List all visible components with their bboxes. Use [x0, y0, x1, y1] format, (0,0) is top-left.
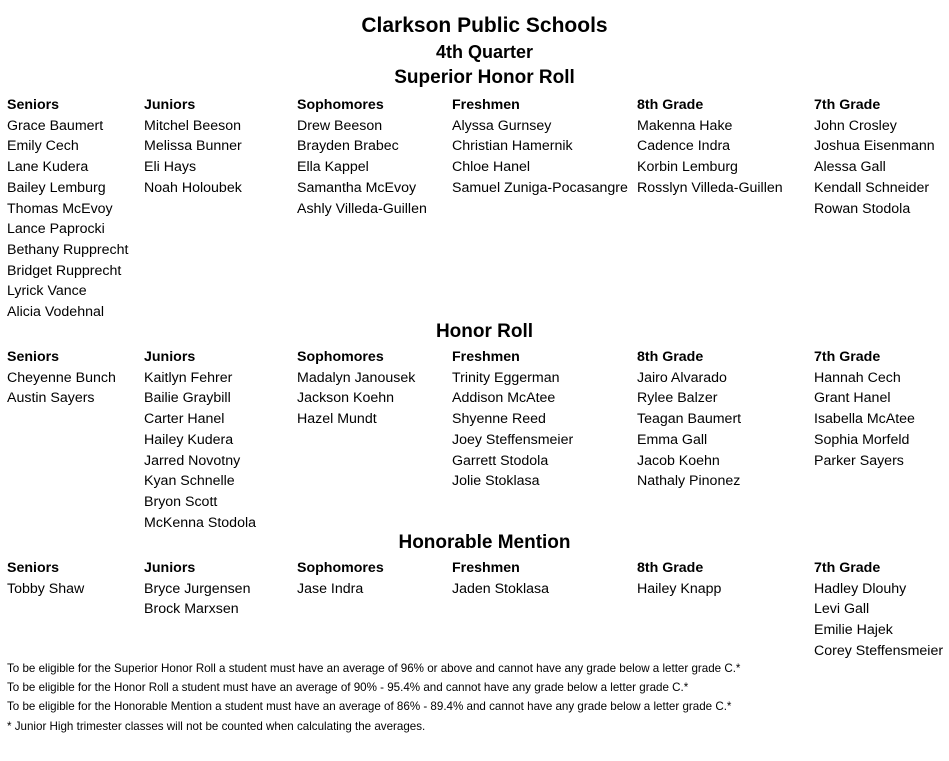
column-heading: Sophomores [297, 349, 384, 365]
student-name: Tobby Shaw [7, 580, 85, 597]
student-name: Jaden Stoklasa [452, 580, 550, 597]
student-name: Kendall Schneider [814, 179, 930, 196]
student-name: Lyrick Vance [7, 283, 87, 300]
student-name: Alyssa Gurnsey [452, 117, 552, 134]
student-name: Bailey Lemburg [7, 179, 106, 196]
student-name: Emilie Hajek [814, 622, 893, 639]
student-name: Bethany Rupprecht [7, 241, 129, 258]
student-name: Kyan Schnelle [144, 473, 235, 490]
student-name: Emily Cech [7, 138, 79, 155]
student-name: Noah Holoubek [144, 179, 242, 196]
column-heading: Freshmen [452, 349, 520, 365]
student-name: Jairo Alvarado [637, 369, 727, 386]
student-name: Hannah Cech [814, 369, 901, 386]
student-name: Levi Gall [814, 601, 870, 618]
student-name: Parker Sayers [814, 452, 904, 469]
superior-honor-roll-7th-grade-column [814, 95, 935, 219]
student-name: Jase Indra [297, 580, 364, 597]
honor-roll-sophomores-column [297, 347, 415, 430]
student-name: Christian Hamernik [452, 138, 573, 155]
column-heading: Freshmen [452, 97, 520, 113]
student-name: Joshua Eisenmann [814, 138, 935, 155]
column-heading: 8th Grade [637, 349, 704, 365]
student-name: Jackson Koehn [297, 390, 395, 407]
student-name: Carter Hanel [144, 411, 225, 428]
honor-roll-7th-grade-column [814, 347, 915, 471]
column-heading: 7th Grade [814, 97, 881, 113]
student-name: Thomas McEvoy [7, 200, 113, 217]
honorable-mention-juniors-column [144, 558, 250, 620]
note-junior-high: * Junior High trimester classes will not be counted when calculating the averages. [7, 719, 426, 733]
student-name: McKenna Stodola [144, 514, 256, 531]
column-heading: 8th Grade [637, 560, 704, 576]
school-name: Clarkson Public Schools [361, 14, 608, 37]
student-name: Hadley Dlouhy [814, 580, 907, 597]
student-name: Cadence Indra [637, 138, 731, 155]
column-heading: 7th Grade [814, 560, 881, 576]
student-name: Trinity Eggerman [452, 369, 560, 386]
student-name: Eli Hays [144, 159, 197, 176]
student-name: Cheyenne Bunch [7, 369, 116, 386]
student-name: Jarred Novotny [144, 452, 241, 469]
student-name: Bailie Graybill [144, 390, 231, 407]
student-name: Bryce Jurgensen [144, 580, 251, 597]
honorable-mention-7th-grade-column [814, 558, 943, 662]
honor-roll-freshmen-column [452, 347, 573, 492]
student-name: Melissa Bunner [144, 138, 242, 155]
student-name: Rowan Stodola [814, 200, 911, 217]
honorable-mention-freshmen-column [452, 558, 549, 599]
honorable-mention-title: Honorable Mention [398, 532, 571, 553]
student-name: Ella Kappel [297, 159, 369, 176]
student-name: Mitchel Beeson [144, 117, 241, 134]
student-name: Makenna Hake [637, 117, 733, 134]
student-name: Bridget Rupprecht [7, 262, 122, 279]
honor-roll-seniors-column [7, 347, 116, 409]
student-name: Ashly Villeda-Guillen [297, 200, 427, 217]
honor-roll-title: Honor Roll [435, 321, 534, 342]
honorable-mention-8th-grade-column [637, 558, 721, 599]
note-honorable: To be eligible for the Honorable Mention a student must have an average of 86% - 89.4% and cannot have any grade below a letter grade C.* [7, 700, 732, 714]
student-name: Grace Baumert [7, 117, 104, 134]
superior-honor-roll-juniors-column [144, 95, 242, 199]
student-name: Lance Paprocki [7, 221, 105, 238]
honorable-mention-sophomores-column [297, 558, 384, 599]
column-heading: Freshmen [452, 560, 520, 576]
student-name: Jacob Koehn [637, 452, 720, 469]
honor-roll-juniors-column [144, 347, 256, 533]
column-heading: Juniors [144, 97, 196, 113]
student-name: Samantha McEvoy [297, 179, 417, 196]
student-name: Emma Gall [637, 431, 708, 448]
superior-honor-roll-freshmen-column [452, 95, 628, 199]
student-name: Alessa Gall [814, 159, 886, 176]
student-name: Brayden Brabec [297, 138, 399, 155]
student-name: Rosslyn Villeda-Guillen [637, 179, 783, 196]
student-name: Alicia Vodehnal [7, 304, 105, 321]
student-name: Chloe Hanel [452, 159, 531, 176]
quarter-label: 4th Quarter [435, 42, 534, 62]
student-name: Isabella McAtee [814, 411, 915, 428]
student-name: Teagan Baumert [637, 411, 742, 428]
note-honor: To be eligible for the Honor Roll a student must have an average of 90% - 95.4% and cannot have any grade below a letter grade C.* [7, 681, 689, 695]
student-name: Hailey Knapp [637, 580, 722, 597]
student-name: Garrett Stodola [452, 452, 549, 469]
column-heading: Seniors [7, 349, 60, 365]
student-name: Grant Hanel [814, 390, 891, 407]
honorable-mention-seniors-column [7, 558, 84, 599]
student-name: Rylee Balzer [637, 390, 718, 407]
student-name: Lane Kudera [7, 159, 89, 176]
superior-honor-roll-title: Superior Honor Roll [394, 67, 575, 88]
student-name: Hazel Mundt [297, 411, 377, 428]
student-name: Nathaly Pinonez [637, 473, 741, 490]
student-name: Corey Steffensmeier [814, 642, 944, 659]
student-name: Bryon Scott [144, 493, 218, 510]
student-name: Joey Steffensmeier [452, 431, 574, 448]
superior-honor-roll-8th-grade-column [637, 95, 783, 199]
student-name: Drew Beeson [297, 117, 383, 134]
column-heading: Seniors [7, 560, 60, 576]
student-name: Brock Marxsen [144, 601, 239, 618]
student-name: Shyenne Reed [452, 411, 546, 428]
student-name: Jolie Stoklasa [452, 473, 540, 490]
student-name: Kaitlyn Fehrer [144, 369, 233, 386]
note-superior: To be eligible for the Superior Honor Roll a student must have an average of 96% or above and cannot have any grade below a letter grade C.* [7, 662, 741, 675]
superior-honor-roll-sophomores-column [297, 95, 427, 219]
student-name: Samuel Zuniga-Pocasangre [452, 179, 628, 196]
student-name: Korbin Lemburg [637, 159, 738, 176]
student-name: Sophia Morfeld [814, 431, 910, 448]
student-name: John Crosley [814, 117, 897, 134]
column-heading: Sophomores [297, 97, 384, 113]
column-heading: Juniors [144, 560, 196, 576]
column-heading: Sophomores [297, 560, 384, 576]
column-heading: 7th Grade [814, 349, 881, 365]
student-name: Madalyn Janousek [297, 369, 416, 386]
column-heading: 8th Grade [637, 97, 704, 113]
eligibility-notes [7, 659, 740, 736]
column-heading: Juniors [144, 349, 196, 365]
student-name: Hailey Kudera [144, 431, 234, 448]
honor-roll-8th-grade-column [637, 347, 741, 492]
student-name: Austin Sayers [7, 390, 95, 407]
student-name: Addison McAtee [452, 390, 556, 407]
superior-honor-roll-seniors-column [7, 95, 128, 323]
column-heading: Seniors [7, 97, 60, 113]
